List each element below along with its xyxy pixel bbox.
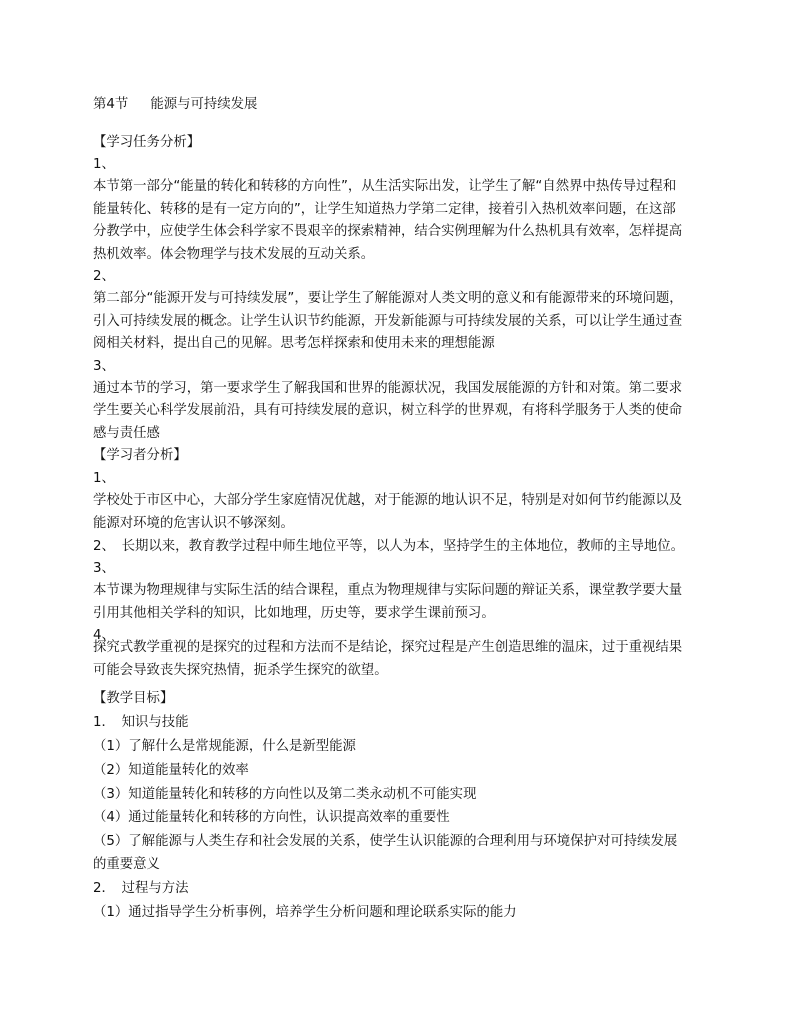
- goal-item: （1）了解什么是常规能源，什么是新型能源: [93, 739, 356, 754]
- item-number: 4、: [93, 628, 115, 643]
- goal-item: （5）了解能源与人类生存和社会发展的关系，使学生认识能源的合理利用与环境保护对可持续发展: [93, 834, 678, 849]
- goal-item: （2）知道能量转化的效率: [93, 763, 249, 778]
- heading-teaching-goals: 【教学目标】: [93, 691, 174, 706]
- goal-item-continuation: 的重要意义: [93, 857, 160, 872]
- section-title: [93, 95, 257, 115]
- paragraph-line: 热机效率。体会物理学与技术发展的互动关系。: [93, 247, 375, 262]
- paragraph-line: 学校处于市区中心，大部分学生家庭情况优越，对于能源的地认识不足，特别是对如何节约能源以及: [93, 493, 683, 508]
- item-number: 2、: [93, 269, 115, 284]
- paragraph-line: 能量转化、转移的是有一定方向的”，让学生知道热力学第二定律，接着引入热机效率问题，在这部: [93, 202, 676, 217]
- goal-item: （4）通过能量转化和转移的方向性，认识提高效率的重要性: [93, 810, 450, 825]
- goal-item: （1）通过指导学生分析事例，培养学生分析问题和理论联系实际的能力: [93, 905, 517, 920]
- paragraph-line: 2、 长期以来，教育教学过程中师生地位平等，以人为本，坚持学生的主体地位，教师的主导地位。: [93, 539, 685, 554]
- item-number: 3、: [93, 359, 115, 374]
- paragraph-line: 本节第一部分“能量的转化和转移的方向性”，从生活实际出发，让学生了解“自然界中热传导过程和: [93, 179, 677, 194]
- paragraph-line: 通过本节的学习，第一要求学生了解我国和世界的能源状况，我国发展能源的方针和对策。第二要求: [93, 381, 683, 396]
- heading-task-analysis: 【学习任务分析】: [93, 135, 201, 150]
- paragraph-line: 阅相关材料，提出自己的见解。思考怎样探索和使用未来的理想能源: [93, 336, 495, 351]
- paragraph-line: 引用其他相关学科的知识，比如地理，历史等，要求学生课前预习。: [93, 606, 495, 621]
- paragraph-line: 可能会导致丧失探究热情，扼杀学生探究的欲望。: [93, 663, 388, 678]
- heading-learner-analysis: 【学习者分析】: [93, 448, 187, 463]
- paragraph-line: 探究式教学重视的是探究的过程和方法而不是结论，探究过程是产生创造思维的温床，过于重视结果: [93, 640, 683, 655]
- paragraph-line: 学生要关心科学发展前沿，具有可持续发展的意识，树立科学的世界观，有将科学服务于人类的使命: [93, 403, 683, 418]
- paragraph-line: 感与责任感: [93, 426, 160, 441]
- paragraph-line: 引入可持续发展的概念。让学生认识节约能源，开发新能源与可持续发展的关系，可以让学生通过查: [93, 314, 683, 329]
- item-number: 1、: [93, 471, 115, 486]
- paragraph-line: 本节课为物理规律与实际生活的结合课程，重点为物理规律与实际问题的辩证关系，课堂教学要大量: [93, 583, 683, 598]
- section-name: 能源与可持续发展: [150, 97, 258, 112]
- section-number: 第4节: [93, 97, 129, 112]
- paragraph-line: 能源对环境的危害认识不够深刻。: [93, 516, 294, 531]
- paragraph-line: 第二部分“能源开发与可持续发展”，要让学生了解能源对人类文明的意义和有能源带来的环境问题，: [93, 291, 683, 306]
- goal-heading: 1． 知识与技能: [93, 715, 189, 730]
- goal-item: （3）知道能量转化和转移的方向性以及第二类永动机不可能实现: [93, 787, 477, 802]
- item-number: 1、: [93, 157, 115, 172]
- paragraph-line: 分教学中，应使学生体会科学家不畏艰辛的探索精神，结合实例理解为什么热机具有效率，怎样提高: [93, 224, 683, 239]
- goal-heading: 2． 过程与方法: [93, 881, 189, 896]
- item-number: 3、: [93, 561, 115, 576]
